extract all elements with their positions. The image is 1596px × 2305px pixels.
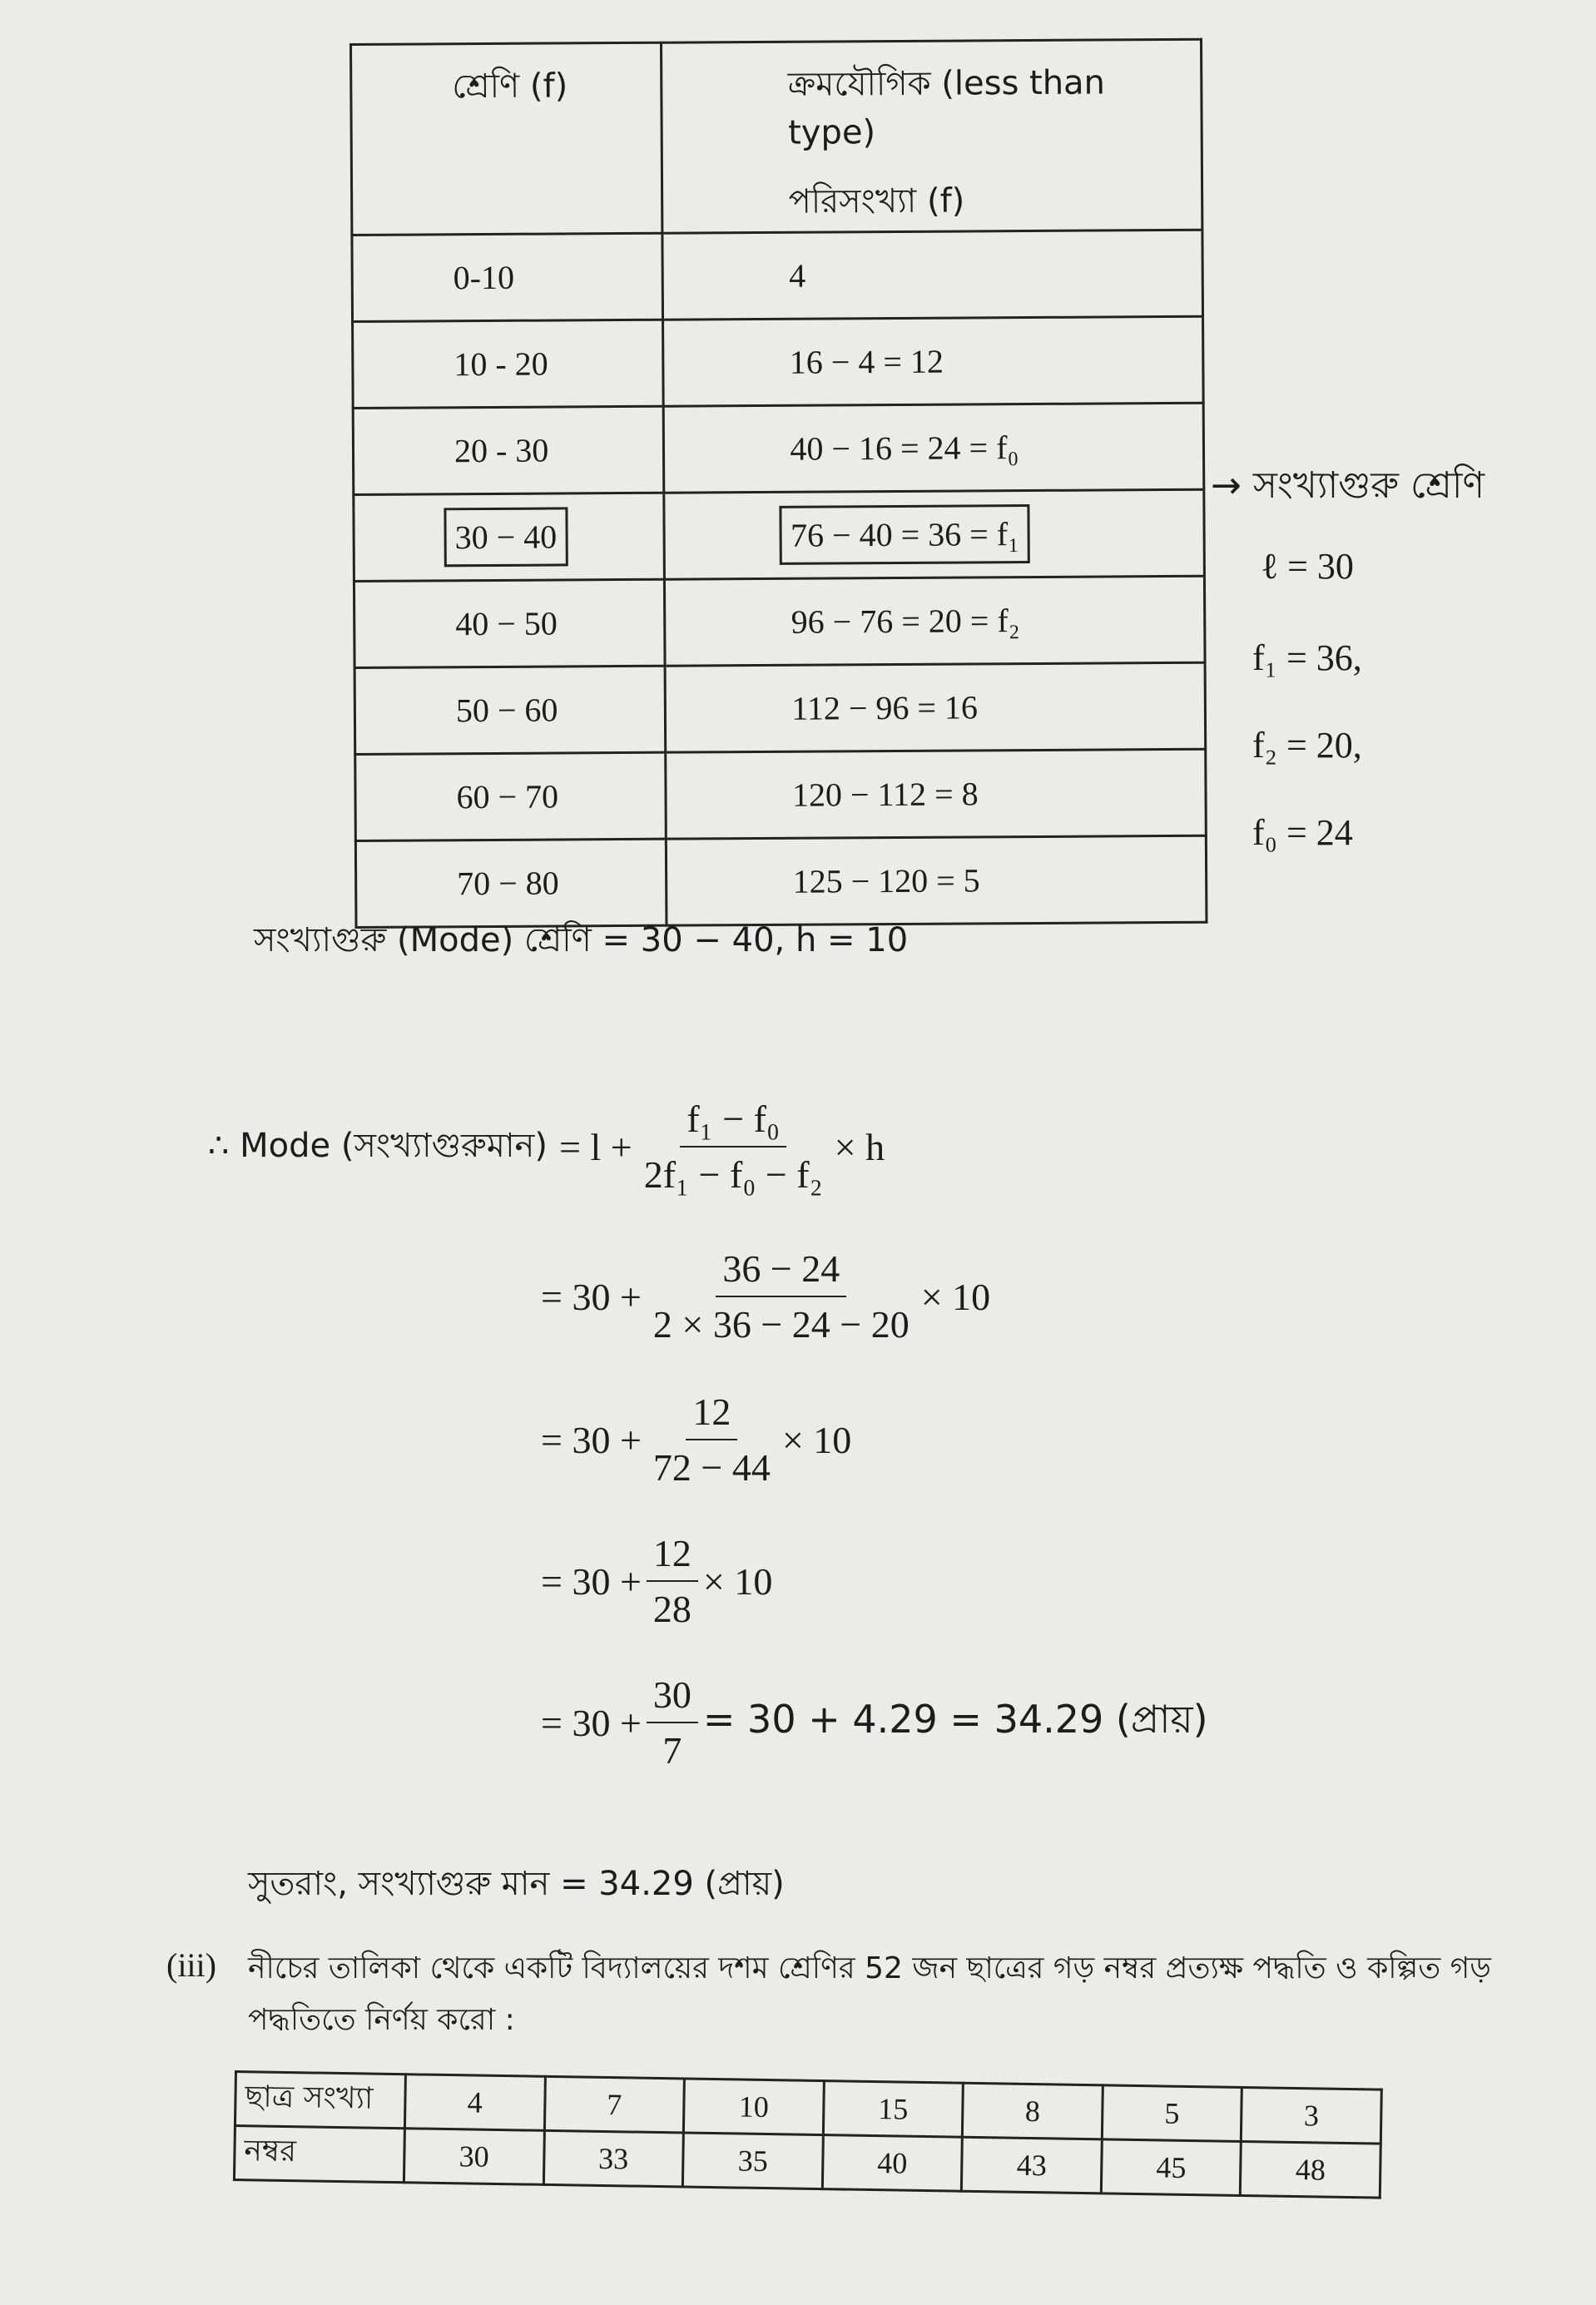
step-1 — [541, 1247, 990, 1346]
mode-formula — [208, 1097, 885, 1197]
table-cell: 48 — [1241, 2142, 1381, 2198]
table-cell: 4 — [404, 2074, 545, 2131]
formula-lhs: ∴ Mode (সংখ্যাগুরুমান) — [208, 1126, 548, 1165]
question-line2: পদ্ধতিতে নির্ণয় করো : — [248, 2003, 515, 2037]
table-cell: 5 — [1102, 2085, 1242, 2142]
freq-cell: 112 − 96 = 16 — [666, 662, 1206, 752]
frequency-table — [349, 38, 1207, 929]
freq-cell: 4 — [662, 230, 1202, 320]
row-label-students: ছাত্র সংখ্যা — [235, 2072, 405, 2129]
table-cell: 10 — [684, 2079, 825, 2135]
modal-freq-box: 76 − 40 = 36 = f₁ — [790, 515, 1020, 554]
question-line1: নীচের তালিকা থেকে একটি বিদ্যালয়ের দশম শ্রেণির 52 জন ছাত্রের গড় নম্বর প্রত্যক্ষ পদ্ধতি ও কল্পিত গড় — [248, 1951, 1492, 1985]
step-suffix: × 10 — [920, 1275, 991, 1318]
table-row — [354, 662, 1206, 754]
table-cell: 45 — [1101, 2139, 1242, 2196]
freq-cell-modal — [664, 489, 1204, 579]
table-row — [353, 316, 1204, 408]
step-prefix: = 30 + — [541, 1275, 642, 1318]
table-cell: 8 — [963, 2083, 1103, 2139]
class-cell-modal — [354, 493, 665, 581]
formula-numerator: f₁ − f₀ — [680, 1097, 786, 1148]
table-header-row — [351, 39, 1202, 235]
class-cell: 60 − 70 — [355, 752, 667, 840]
class-cell: 50 − 60 — [354, 666, 666, 754]
step-numerator: 36 − 24 — [716, 1247, 846, 1297]
modal-class-note: → সংখ্যাগুরু শ্রেণি — [1211, 464, 1485, 507]
modal-line: সংখ্যাগুরু (Mode) শ্রেণি = 30 − 40, h = 10 — [254, 921, 909, 959]
step-suffix: × 10 — [702, 1559, 773, 1603]
step-fraction — [647, 1390, 777, 1490]
table-cell: 15 — [823, 2081, 964, 2138]
step-4 — [541, 1673, 1208, 1772]
table-row — [352, 230, 1203, 321]
marks-table — [233, 2070, 1383, 2199]
step-3 — [541, 1531, 772, 1631]
step-suffix: × 10 — [781, 1418, 852, 1461]
f0-note: f₀ = 24 — [1252, 812, 1353, 853]
table-row-modal — [354, 489, 1205, 581]
step-fraction — [647, 1531, 698, 1631]
step-numerator: 12 — [686, 1390, 737, 1440]
conclusion: সুতরাং, সংখ্যাগুরু মান = 34.29 (প্রায়) — [248, 1865, 785, 1903]
step-numerator: 30 — [647, 1673, 698, 1723]
step-denominator: 72 − 44 — [652, 1446, 771, 1489]
table-cell: 3 — [1242, 2088, 1382, 2144]
freq-cell: 120 − 112 = 8 — [666, 749, 1206, 839]
formula-prefix: = l + — [559, 1125, 632, 1168]
question-number: (iii) — [166, 1946, 216, 1984]
header-frequency-line2: পরিসংখ্যা (f) — [788, 181, 965, 221]
step-2 — [541, 1390, 851, 1490]
formula-fraction — [637, 1097, 830, 1197]
formula-suffix: × h — [834, 1125, 885, 1168]
step-suffix: = 30 + 4.29 = 34.29 (প্রায়) — [702, 1697, 1208, 1742]
freq-cell: 96 − 76 = 20 = f₂ — [665, 576, 1205, 666]
f1-note: f₁ = 36, — [1252, 637, 1362, 678]
table-row — [354, 576, 1205, 667]
step-denominator: 2 × 36 − 24 − 20 — [652, 1303, 910, 1346]
step-prefix: = 30 + — [541, 1559, 642, 1603]
class-cell: 40 − 50 — [354, 579, 665, 667]
class-cell: 0-10 — [352, 233, 663, 321]
freq-cell: 125 − 120 = 5 — [667, 835, 1207, 925]
freq-cell: 16 − 4 = 12 — [663, 316, 1203, 406]
step-fraction — [647, 1247, 916, 1346]
modal-class-box: 30 − 40 — [454, 518, 558, 557]
class-cell: 10 - 20 — [353, 320, 664, 408]
header-class: শ্রেণি (f) — [351, 42, 663, 235]
class-cell: 70 − 80 — [355, 839, 667, 927]
l-note: ℓ = 30 — [1261, 546, 1354, 587]
class-cell: 20 - 30 — [353, 406, 664, 494]
step-fraction — [647, 1673, 698, 1772]
step-prefix: = 30 + — [541, 1418, 642, 1461]
step-numerator: 12 — [647, 1531, 698, 1582]
header-frequency — [662, 39, 1202, 233]
table-cell: 30 — [404, 2129, 544, 2185]
table-cell: 40 — [822, 2135, 963, 2192]
formula-denominator: 2f₁ − f₀ − f₂ — [643, 1153, 823, 1196]
table-cell: 43 — [962, 2137, 1103, 2193]
f2-note: f₂ = 20, — [1252, 725, 1362, 766]
header-frequency-line1: ক্রমযৌগিক (less than type) — [787, 63, 1106, 152]
table-row — [353, 403, 1204, 494]
table-cell: 7 — [544, 2076, 685, 2133]
row-label-marks: নম্বর — [234, 2126, 404, 2183]
table-cell: 33 — [543, 2130, 684, 2187]
step-denominator: 7 — [662, 1729, 682, 1772]
step-prefix: = 30 + — [541, 1701, 642, 1744]
step-denominator: 28 — [652, 1588, 691, 1630]
freq-cell: 40 − 16 = 24 = f₀ — [664, 403, 1204, 493]
table-cell: 35 — [682, 2133, 823, 2189]
table-row — [355, 749, 1207, 840]
